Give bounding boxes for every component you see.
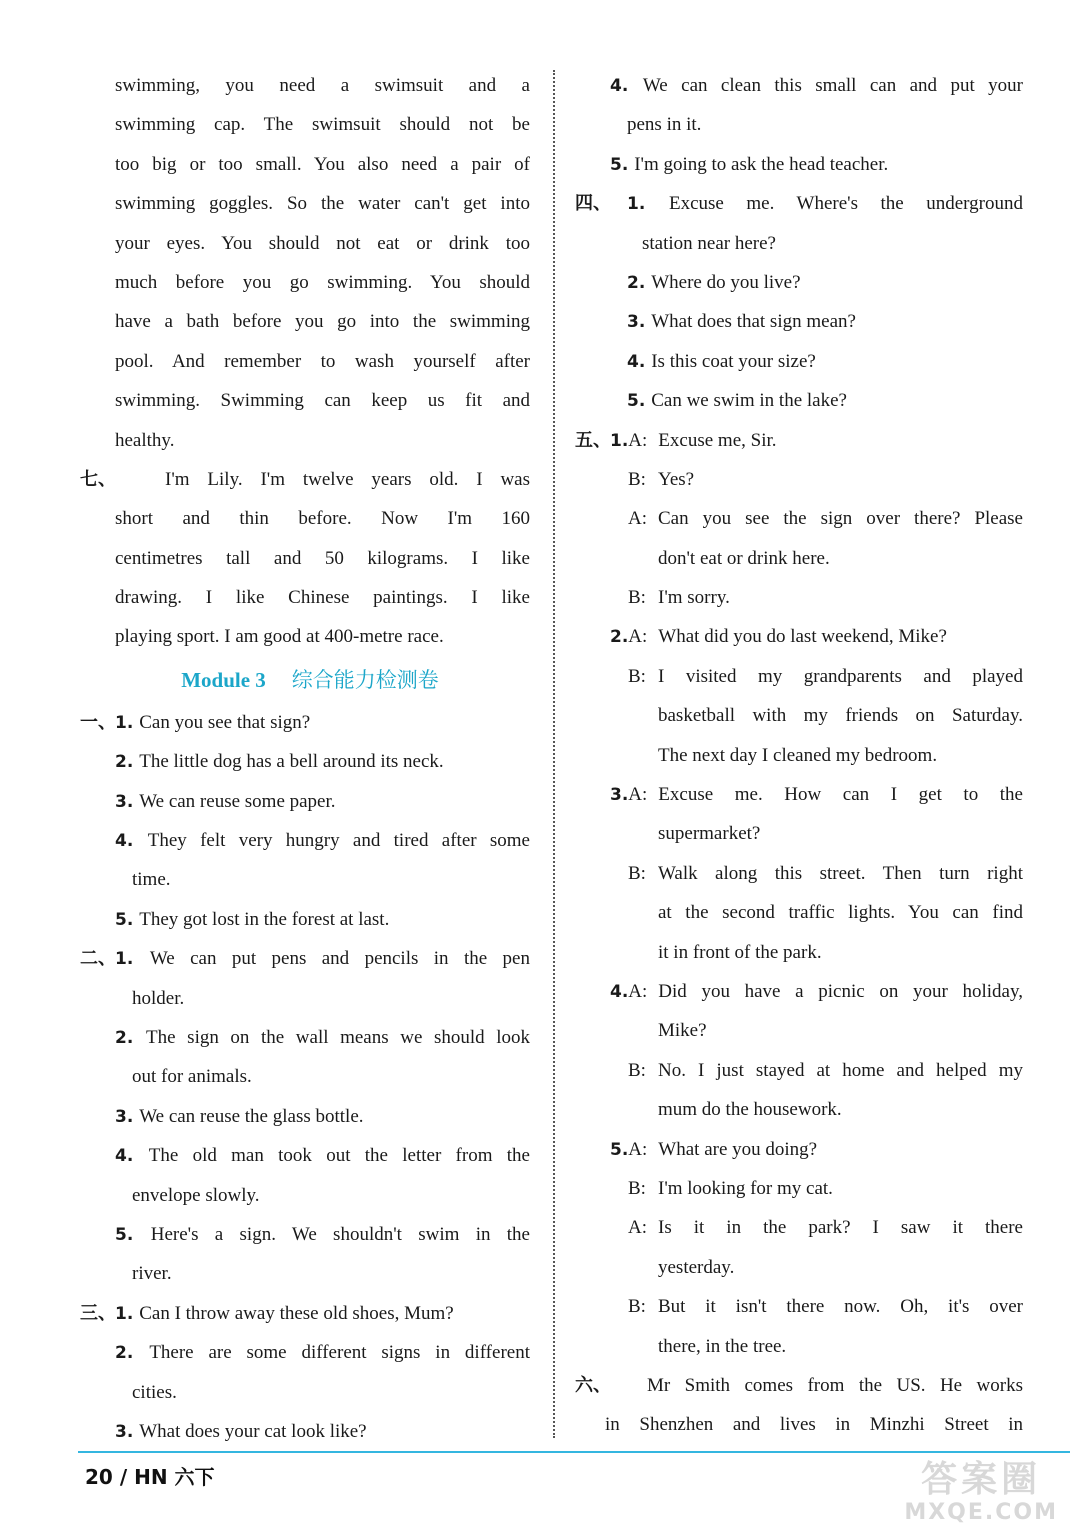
item-number: 5. [115, 1224, 151, 1245]
item-number: 2. [115, 1027, 147, 1048]
right-column [575, 66, 1023, 1445]
item-number: 2. [115, 752, 140, 773]
text-line: don't eat or drink here. [658, 547, 830, 569]
text-line: supermarket? [658, 823, 761, 845]
text-line: 4.A: Did you have a picnic on your holiday, [575, 972, 1023, 1011]
text-line: your eyes. You should not eat or drink too [115, 232, 530, 254]
item-number: 3. [627, 312, 652, 333]
item-number: 1. [115, 1303, 140, 1324]
speaker-label: A: [628, 1217, 647, 1239]
item-number: 3. [115, 1421, 140, 1442]
module-heading [80, 657, 530, 703]
speaker-label: A: [628, 980, 648, 1002]
speaker-label: A: [628, 429, 648, 451]
text-line: 五、 1.A: Excuse me, Sir. [575, 421, 1023, 460]
section-marker: 五、 [575, 429, 611, 451]
speaker-label: B: [628, 587, 646, 609]
item-number: 3. [115, 1106, 140, 1127]
item-number: 1. [115, 949, 150, 970]
section-marker: 四、 [575, 193, 611, 215]
section-marker: 七、 [80, 468, 116, 490]
text-line: 3. What does that sign mean? [627, 311, 856, 333]
text-line: short and thin before. Now I'm 160 [115, 508, 530, 530]
text-line: time. [132, 869, 171, 891]
section-marker: 二、 [80, 948, 116, 970]
text-line: 2. The sign on the wall means we should look [115, 1026, 530, 1048]
text-line: 2. The little dog has a bell around its neck. [115, 751, 444, 773]
item-number: 5. [627, 391, 652, 412]
text-line: 5. I'm going to ask the head teacher. [610, 153, 889, 175]
text-line: 3.A: Excuse me. How can I get to the [575, 775, 1023, 814]
speaker-label: A: [628, 1138, 648, 1160]
text-line: 2. Where do you live? [627, 271, 801, 293]
text-line: 5. Can we swim in the lake? [627, 390, 847, 412]
text-line: B: Walk along this street. Then turn right [575, 854, 1023, 893]
module-title: 综合能力检测卷 [291, 667, 439, 692]
text-line: centimetres tall and 50 kilograms. I like [115, 547, 530, 569]
text-line: 5.A: What are you doing? [575, 1130, 1023, 1169]
text-line: river. [132, 1263, 172, 1285]
text-line: envelope slowly. [132, 1184, 260, 1206]
text-line: 4. Is this coat your size? [627, 350, 816, 372]
text-line: 4. They felt very hungry and tired after some [115, 830, 530, 852]
section-marker: 六、 [575, 1374, 611, 1396]
text-line: 2. There are some different signs in different [115, 1342, 530, 1364]
item-number: 1. [627, 194, 669, 215]
text-line: 4. We can clean this small can and put your [610, 75, 1023, 96]
footer-grade: 六下 [174, 1465, 215, 1489]
section-marker: 一、 [80, 711, 116, 733]
text-line: swimming goggles. So the water can't get into [115, 193, 530, 215]
watermark [904, 1459, 1058, 1525]
text-line: 三、 1. Can I throw away these old shoes, Mum? [80, 1294, 530, 1333]
text-line: there, in the tree. [658, 1335, 787, 1357]
item-number: 5. [115, 909, 140, 930]
speaker-label: B: [628, 862, 646, 884]
text-line: in Shenzhen and lives in Minzhi Street in [605, 1414, 1023, 1436]
item-number: 5. [610, 154, 635, 175]
item-number: 2. [115, 1343, 150, 1364]
text-line: yesterday. [658, 1256, 735, 1278]
text-line: 5. Here's a sign. We shouldn't swim in the [115, 1223, 530, 1245]
speaker-label: B: [628, 1059, 646, 1081]
watermark-url: MXQE.COM [904, 1500, 1058, 1525]
item-number: 4. [610, 76, 643, 96]
left-column [80, 66, 530, 1451]
text-line: B: Yes? [575, 460, 1023, 499]
item-number: 2. [610, 627, 629, 648]
text-line: A: Is it in the park? I saw it there [575, 1208, 1023, 1247]
page-footer [85, 1461, 215, 1490]
text-line: B: No. I just stayed at home and helped my [575, 1051, 1023, 1090]
speaker-label: A: [628, 626, 648, 648]
text-line: swimming cap. The swimsuit should not be [115, 114, 530, 136]
text-line: have a bath before you go into the swimming [115, 311, 530, 333]
text-line: holder. [132, 987, 185, 1009]
footer-series: HN [134, 1465, 168, 1489]
text-line: out for animals. [132, 1066, 252, 1088]
text-line: 六、 Mr Smith comes from the US. He works [575, 1366, 1023, 1405]
item-number: 1. [610, 430, 629, 451]
text-line: basketball with my friends on Saturday. [658, 705, 1023, 727]
text-line: B: But it isn't there now. Oh, it's over [575, 1287, 1023, 1326]
text-line: Mike? [658, 1020, 707, 1042]
item-number: 5. [610, 1139, 629, 1160]
text-line: at the second traffic lights. You can find [658, 902, 1023, 924]
text-line: 一、 1. Can you see that sign? [80, 703, 530, 742]
column-divider [553, 70, 555, 1438]
speaker-label: B: [628, 468, 646, 490]
item-number: 4. [610, 981, 629, 1002]
item-number: 3. [115, 791, 140, 812]
text-line: 四、 1. Excuse me. Where's the underground [575, 184, 1023, 223]
text-line: it in front of the park. [658, 941, 822, 963]
text-line: drawing. I like Chinese paintings. I like [115, 587, 530, 609]
text-line: mum do the housework. [658, 1099, 842, 1121]
watermark-text: 答案圈 [921, 1459, 1042, 1500]
text-line: cities. [132, 1381, 177, 1403]
text-line: playing sport. I am good at 400-metre race. [115, 626, 444, 648]
item-number: 4. [115, 831, 148, 852]
footer-separator: / [119, 1465, 128, 1489]
item-number: 4. [115, 1146, 149, 1167]
item-number: 1. [115, 712, 140, 733]
text-line: A: Can you see the sign over there? Please [575, 499, 1023, 538]
section-marker: 三、 [80, 1302, 116, 1324]
speaker-label: A: [628, 784, 648, 806]
text-line: 4. The old man took out the letter from the [115, 1145, 530, 1167]
text-line: pool. And remember to wash yourself after [115, 350, 530, 372]
speaker-label: B: [628, 1177, 646, 1199]
text-line: pens in it. [627, 114, 702, 136]
text-line: 3. We can reuse some paper. [115, 790, 336, 812]
text-line: much before you go swimming. You should [115, 271, 530, 293]
page-number: 20 [85, 1465, 113, 1489]
text-line: swimming. Swimming can keep us fit and [115, 390, 530, 412]
text-line: 二、 1. We can put pens and pencils in the pen [80, 939, 530, 978]
speaker-label: B: [628, 665, 646, 687]
speaker-label: B: [628, 1296, 646, 1318]
text-line: B: I'm sorry. [575, 578, 1023, 617]
text-line: too big or too small. You also need a pair of [115, 153, 530, 175]
item-number: 4. [627, 351, 652, 372]
speaker-label: A: [628, 508, 647, 530]
text-line: station near here? [642, 232, 776, 254]
module-label: Module 3 [181, 667, 266, 692]
text-line: 七、 I'm Lily. I'm twelve years old. I was [80, 460, 530, 499]
text-line: 2.A: What did you do last weekend, Mike? [575, 617, 1023, 656]
text-line: healthy. [115, 429, 175, 451]
text-line: 5. They got lost in the forest at last. [115, 908, 390, 930]
text-line: B: I'm looking for my cat. [575, 1169, 1023, 1208]
item-number: 3. [610, 785, 629, 806]
text-line: The next day I cleaned my bedroom. [658, 744, 938, 766]
text-line: 3. What does your cat look like? [115, 1420, 367, 1442]
footer-rule [78, 1451, 1070, 1453]
item-number: 2. [627, 272, 652, 293]
text-line: B: I visited my grandparents and played [575, 657, 1023, 696]
text-line: 3. We can reuse the glass bottle. [115, 1105, 364, 1127]
text-line: swimming, you need a swimsuit and a [115, 75, 530, 96]
